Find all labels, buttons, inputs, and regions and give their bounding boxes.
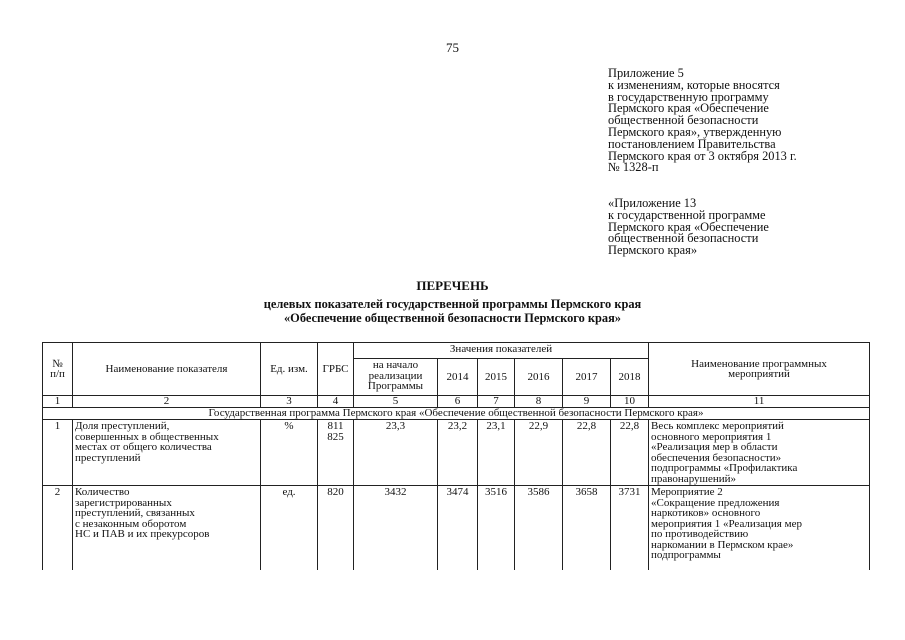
indicator-name: Количество зарегистрированных преступлений, связанных с незаконным оборотом НС и ПАВ и их прекурсоров bbox=[73, 486, 261, 571]
indicator-value: 22,8 bbox=[563, 420, 611, 486]
section-row bbox=[43, 408, 870, 420]
column-number: 5 bbox=[354, 396, 438, 408]
indicator-value: 3474 bbox=[438, 486, 478, 571]
table-row bbox=[43, 486, 870, 571]
indicators-table bbox=[42, 342, 870, 570]
indicator-name: Доля преступлений, совершенных в общественных местах от общего количества преступлений bbox=[73, 420, 261, 486]
indicator-measures: Мероприятие 2 «Сокращение предложения наркотиков» основного мероприятия 1 «Реализация мер по противодействию наркомании в Пермском крае» подпрограммы bbox=[649, 486, 870, 571]
column-number: 10 bbox=[611, 396, 649, 408]
header-measures: Наименование программных мероприятий bbox=[649, 343, 870, 396]
row-num: 1 bbox=[43, 420, 73, 486]
row-num: 2 bbox=[43, 486, 73, 571]
indicator-grbs: 820 bbox=[318, 486, 354, 571]
column-number: 7 bbox=[478, 396, 515, 408]
indicator-grbs: 811 825 bbox=[318, 420, 354, 486]
document-title: ПЕРЕЧЕНЬ bbox=[416, 278, 489, 293]
header-unit: Ед. изм. bbox=[261, 343, 318, 396]
header-indicator-name: Наименование показателя bbox=[73, 343, 261, 396]
table-header-row bbox=[43, 343, 870, 359]
page-number: 75 bbox=[446, 40, 459, 55]
annex-quote: «Приложение 13 к государственной программе Пермского края «Обеспечение общественной безопасности Пермского края» bbox=[608, 196, 769, 258]
document-subtitle: целевых показателей государственной программы Пермского края «Обеспечение общественной безопасности Пермского края» bbox=[263, 297, 642, 325]
column-number: 8 bbox=[515, 396, 563, 408]
column-number: 2 bbox=[73, 396, 261, 408]
indicator-start-value: 23,3 bbox=[354, 420, 438, 486]
column-number: 6 bbox=[438, 396, 478, 408]
indicator-unit: % bbox=[261, 420, 318, 486]
header-year: 2017 bbox=[563, 359, 611, 396]
column-number: 11 bbox=[649, 396, 870, 408]
indicator-value: 3658 bbox=[563, 486, 611, 571]
header-values-group: Значения показателей bbox=[354, 343, 649, 359]
header-year: 2014 bbox=[438, 359, 478, 396]
column-number: 3 bbox=[261, 396, 318, 408]
indicator-value: 22,8 bbox=[611, 420, 649, 486]
table-row bbox=[43, 420, 870, 486]
indicator-start-value: 3432 bbox=[354, 486, 438, 571]
indicator-value: 3516 bbox=[478, 486, 515, 571]
indicator-measures: Весь комплекс мероприятий основного мероприятия 1 «Реализация мер в области обеспечения безопасности» подпрограммы «Профилактика правонарушений» bbox=[649, 420, 870, 486]
header-year: 2018 bbox=[611, 359, 649, 396]
header-year: 2015 bbox=[478, 359, 515, 396]
header-num: № п/п bbox=[43, 343, 73, 396]
section-title: Государственная программа Пермского края «Обеспечение общественной безопасности Пермского края» bbox=[43, 408, 870, 420]
column-number: 9 bbox=[563, 396, 611, 408]
header-start-value: на начало реализации Программы bbox=[354, 359, 438, 396]
header-year: 2016 bbox=[515, 359, 563, 396]
indicator-value: 22,9 bbox=[515, 420, 563, 486]
column-number-row bbox=[43, 396, 870, 408]
indicator-value: 3586 bbox=[515, 486, 563, 571]
indicator-value: 23,1 bbox=[478, 420, 515, 486]
indicator-unit: ед. bbox=[261, 486, 318, 571]
indicator-value: 23,2 bbox=[438, 420, 478, 486]
header-grbs: ГРБС bbox=[318, 343, 354, 396]
column-number: 1 bbox=[43, 396, 73, 408]
annex-note: Приложение 5 к изменениям, которые вносятся в государственную программу Пермского края «Обеспечение общественной безопасности Пермского края», утвержденную постановлением Правительства Пермского края от 3 октября 2013 г. № 1328-п bbox=[608, 66, 797, 175]
column-number: 4 bbox=[318, 396, 354, 408]
indicator-value: 3731 bbox=[611, 486, 649, 571]
